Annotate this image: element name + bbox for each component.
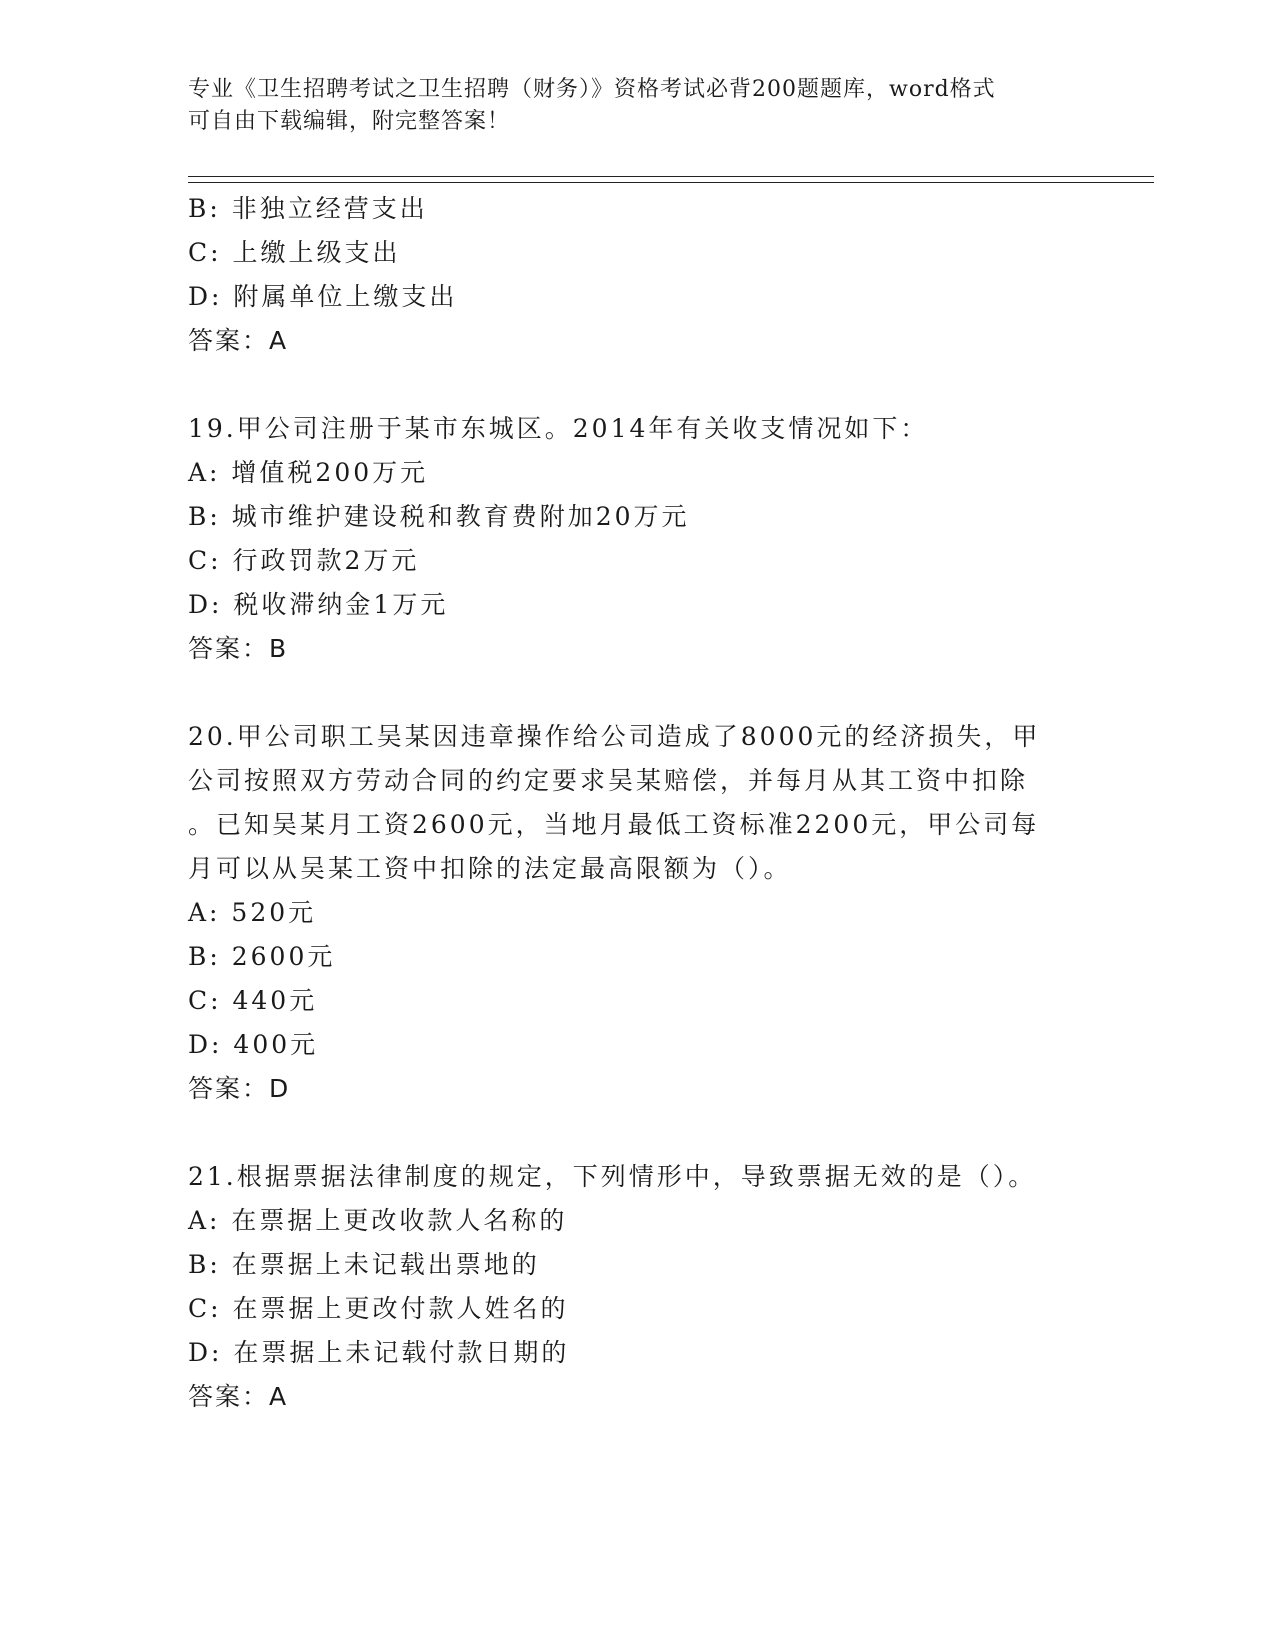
q19-answer: 答案：B — [188, 634, 289, 663]
document-header — [188, 74, 1068, 138]
q19-option-c: C: 行政罚款2万元 — [188, 546, 420, 575]
q18-option-d: D: 附属单位上缴支出 — [188, 282, 458, 311]
q18-answer: 答案：A — [188, 326, 289, 355]
q20-stem-line-3: 。已知吴某月工资2600元，当地月最低工资标准2200元，甲公司每 — [188, 810, 1040, 839]
q20-stem-line-2: 公司按照双方劳动合同的约定要求吴某赔偿，并每月从其工资中扣除 — [188, 766, 1029, 795]
q19-option-b: B: 城市维护建设税和教育费附加20万元 — [188, 502, 690, 531]
q20-option-d: D: 400元 — [188, 1030, 319, 1059]
header-divider-bottom — [188, 182, 1154, 183]
q21-option-b: B: 在票据上未记载出票地的 — [188, 1250, 540, 1279]
q20-stem-line-1: 20.甲公司职工吴某因违章操作给公司造成了8000元的经济损失，甲 — [188, 722, 1041, 751]
q20-answer: 答案：D — [188, 1074, 291, 1103]
q20-option-a: A: 520元 — [188, 898, 317, 927]
q18-option-b: B: 非独立经营支出 — [188, 194, 428, 223]
q19-stem: 19.甲公司注册于某市东城区。2014年有关收支情况如下： — [188, 414, 929, 443]
q20-option-b: B: 2600元 — [188, 942, 336, 971]
q18-option-c: C: 上缴上级支出 — [188, 238, 401, 267]
header-line-2: 可自由下载编辑，附完整答案！ — [188, 109, 511, 134]
header-divider-top — [188, 176, 1154, 177]
q21-option-c: C: 在票据上更改付款人姓名的 — [188, 1294, 569, 1323]
q21-answer: 答案：A — [188, 1382, 289, 1411]
q21-stem: 21.根据票据法律制度的规定，下列情形中，导致票据无效的是（）。 — [188, 1162, 1037, 1191]
q20-stem-line-4: 月可以从吴某工资中扣除的法定最高限额为（）。 — [188, 854, 792, 883]
q19-option-a: A: 增值税200万元 — [188, 458, 429, 487]
q20-option-c: C: 440元 — [188, 986, 318, 1015]
q21-option-a: A: 在票据上更改收款人名称的 — [188, 1206, 568, 1235]
q19-option-d: D: 税收滞纳金1万元 — [188, 590, 449, 619]
q21-option-d: D: 在票据上未记载付款日期的 — [188, 1338, 570, 1367]
header-line-1: 专业《卫生招聘考试之卫生招聘（财务）》资格考试必背200题题库，word格式 — [188, 77, 996, 102]
